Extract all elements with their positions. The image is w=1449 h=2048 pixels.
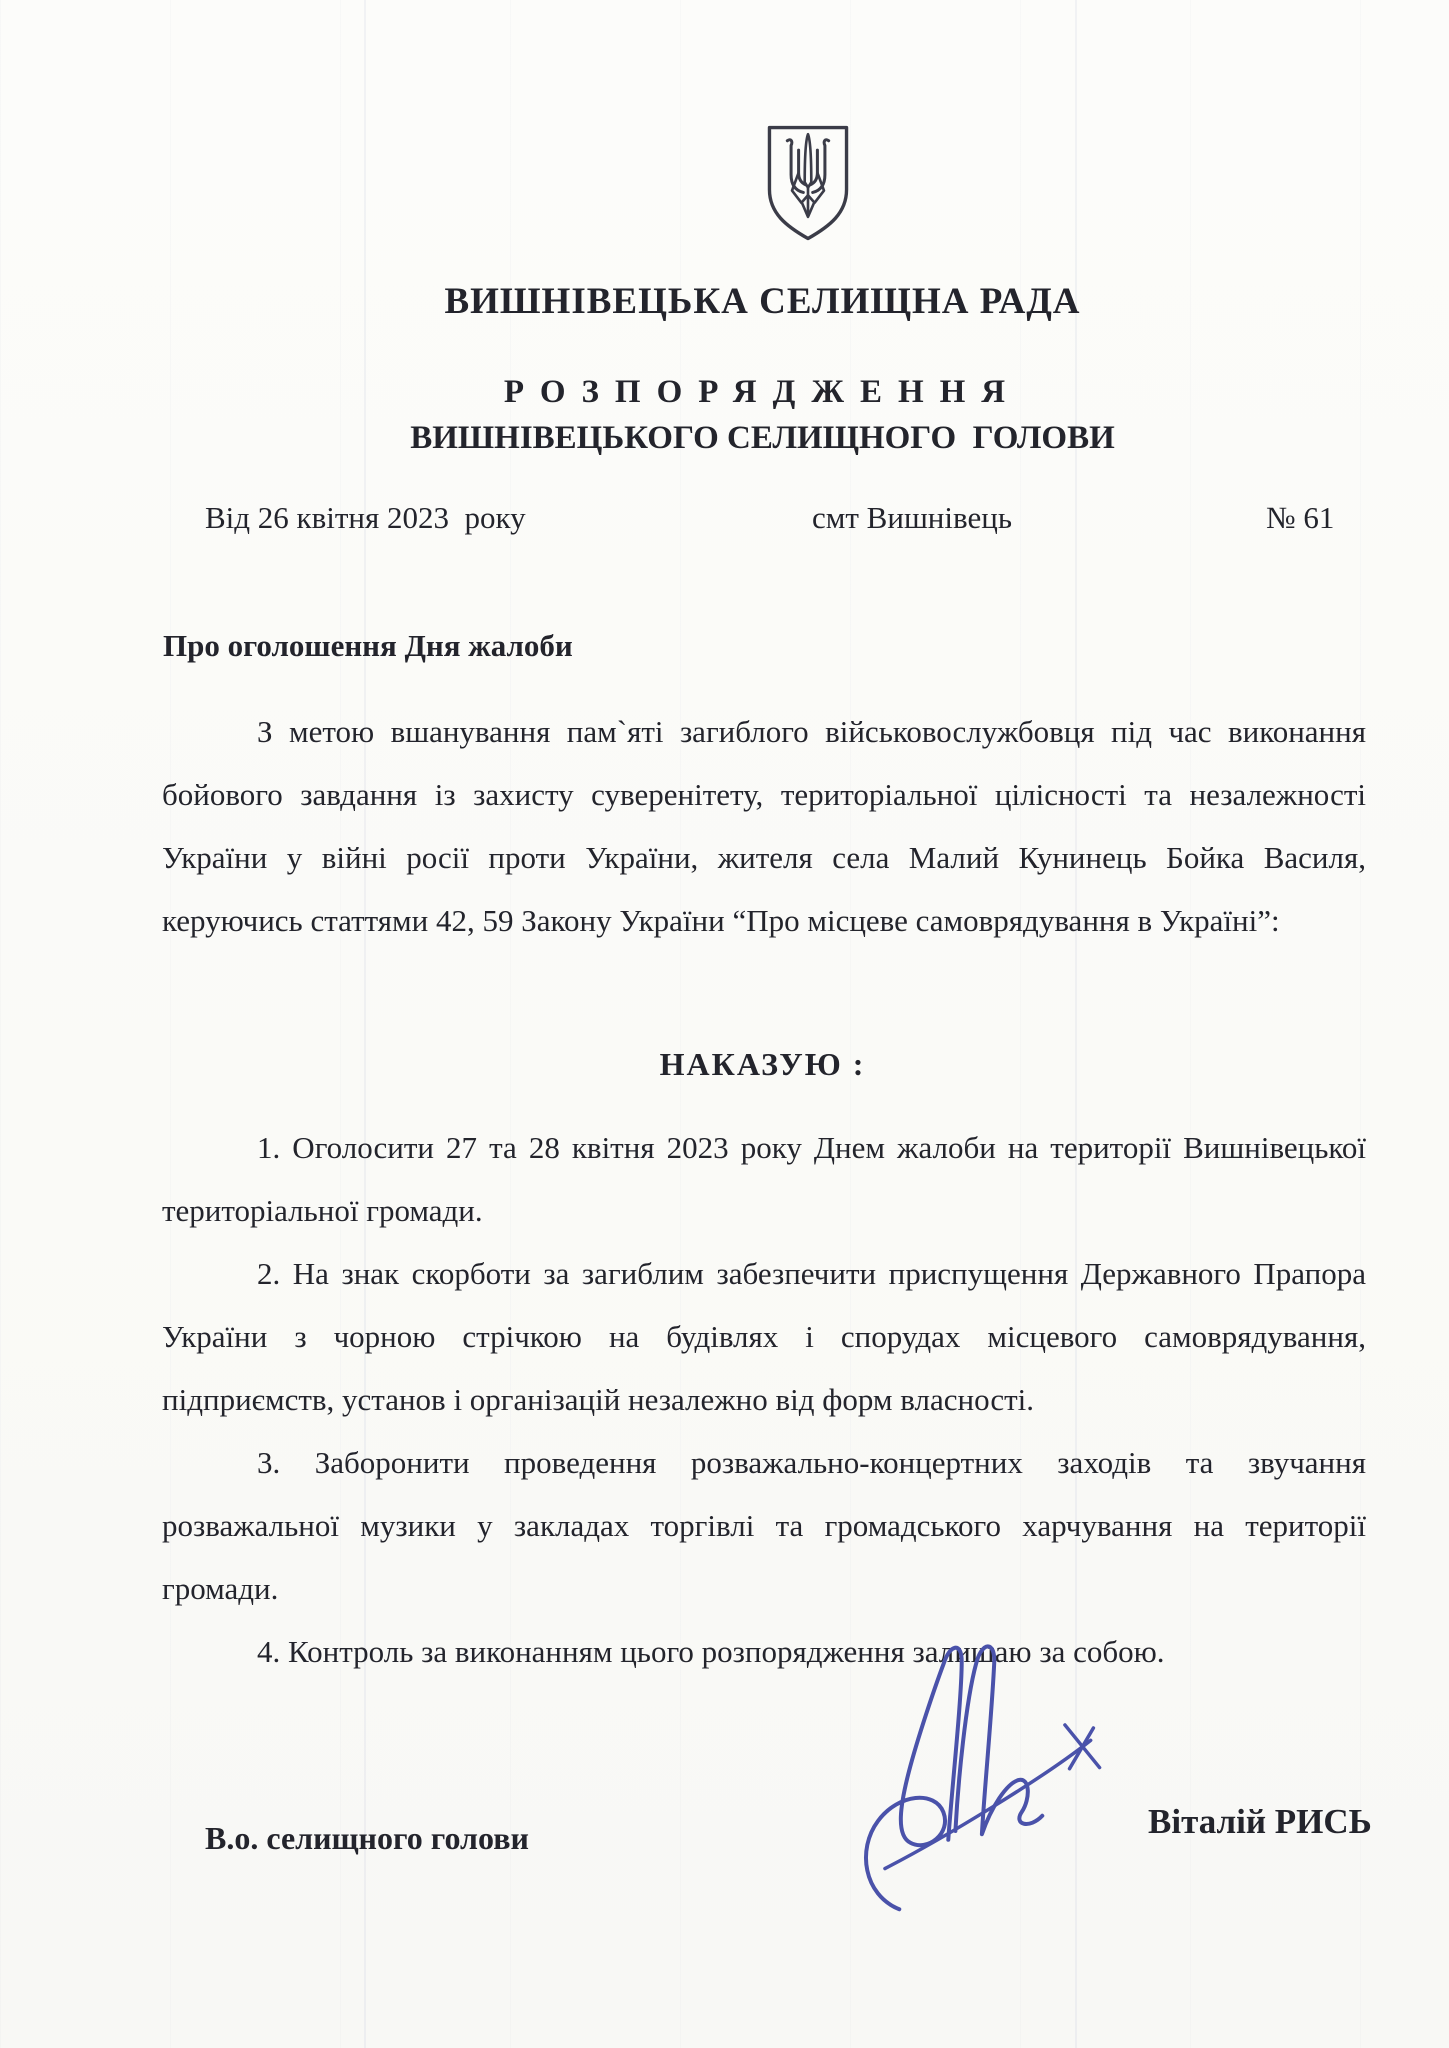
order-items xyxy=(162,1116,1366,1683)
doc-type-title: РОЗПОРЯДЖЕННЯ xyxy=(503,374,1022,410)
document-date: Від 26 квітня 2023 року xyxy=(205,500,526,535)
signer-name: Віталій РИСЬ xyxy=(1148,1802,1372,1841)
doc-subtitle-title: ВИШНІВЕЦЬКОГО СЕЛИЩНОГО ГОЛОВИ xyxy=(410,420,1115,456)
ukraine-trident-icon xyxy=(761,120,855,248)
order-item-2: 2. На знак скорботи за загиблим забезпечити приспущення Державного Прапора України з чорною стрічкою на будівлях і спорудах місцевого самоврядування, підприємств, установ і організацій незалежно від форм власності. xyxy=(162,1256,1366,1417)
date-line xyxy=(0,500,1449,544)
signer-position: В.о. селищного голови xyxy=(205,1820,529,1856)
order-item-4: 4. Контроль за виконанням цього розпорядження залишаю за собою. xyxy=(257,1634,1165,1669)
document-place: смт Вишнівець xyxy=(812,500,1012,535)
order-heading: НАКАЗУЮ : xyxy=(659,1046,866,1082)
order-item-1: 1. Оголосити 27 та 28 квітня 2023 року Днем жалоби на території Вишнівецької територіальної громади. xyxy=(162,1130,1366,1228)
subject-line: Про оголошення Дня жалоби xyxy=(163,628,573,663)
document-number: № 61 xyxy=(1266,500,1335,535)
signature-block xyxy=(0,1790,1449,2048)
preamble-paragraph: З метою вшанування пам`яті загиблого військовослужбовця під час виконання бойового завдання із захисту суверенітету, територіальної цілісності та незалежності України у війні росії проти України, жителя села Малий Кунинець Бойка Василя, керуючись статтями 42, 59 Закону України “Про місцеве самоврядування в Україні”: xyxy=(162,714,1366,938)
order-item-3: 3. Заборонити проведення розважально-концертних заходів та звучання розважальної музики у закладах торгівлі та громадського харчування на території громади. xyxy=(162,1445,1366,1606)
org-name-title: ВИШНІВЕЦЬКА СЕЛИЩНА РАДА xyxy=(444,281,1081,322)
handwritten-signature-icon xyxy=(831,1619,1132,1975)
